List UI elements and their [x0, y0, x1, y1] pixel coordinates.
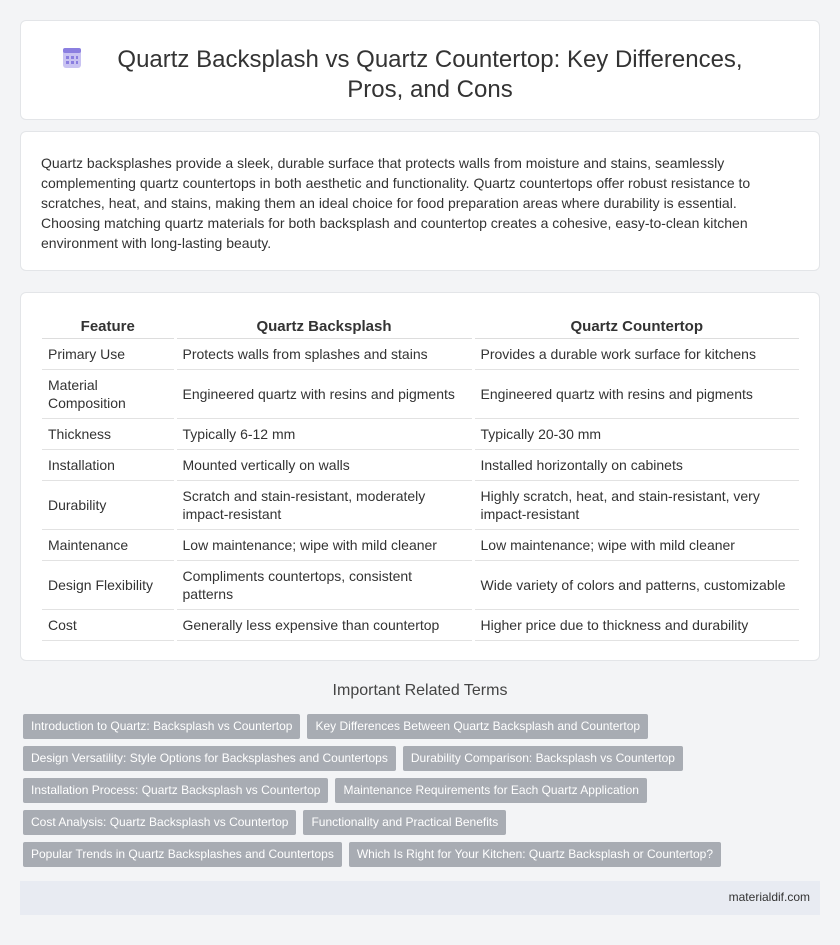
intro-card — [20, 131, 820, 271]
row-backsplash-value: Mounted vertically on walls — [175, 449, 473, 480]
row-backsplash-value: Typically 6-12 mm — [175, 418, 473, 449]
title-card — [20, 20, 820, 120]
comparison-card — [20, 292, 820, 661]
row-feature: Durability — [42, 480, 175, 529]
related-terms-list — [23, 714, 813, 874]
table-row — [42, 449, 799, 480]
row-countertop-value: Higher price due to thickness and durability — [473, 609, 799, 640]
row-countertop-value: Typically 20-30 mm — [473, 418, 799, 449]
header-feature: Feature — [42, 316, 175, 338]
row-countertop-value: Wide variety of colors and patterns, customizable — [473, 560, 799, 609]
row-feature: Material Composition — [42, 369, 175, 418]
footer-site-link[interactable]: materialdif.com — [728, 890, 810, 904]
table-row — [42, 480, 799, 529]
row-feature: Installation — [42, 449, 175, 480]
related-term-tag[interactable]: Key Differences Between Quartz Backsplash and Countertop — [307, 714, 648, 739]
row-countertop-value: Highly scratch, heat, and stain-resistant, very impact-resistant — [473, 480, 799, 529]
table-row — [42, 609, 799, 640]
related-term-tag[interactable]: Design Versatility: Style Options for Backsplashes and Countertops — [23, 746, 396, 771]
table-row — [42, 418, 799, 449]
intro-paragraph: Quartz backsplashes provide a sleek, durable surface that protects walls from moisture and stains, seamlessly complementing quartz countertops in both aesthetic and functionality. Quartz countertops offer robust resistance to scratches, heat, and stains, making them an ideal choice for food preparation areas where durability is essential. Choosing matching quartz materials for both backsplash and countertop creates a cohesive, easy-to-clean kitchen environment with long-lasting beauty. — [41, 155, 751, 251]
table-header-row — [42, 316, 799, 338]
related-term-tag[interactable]: Maintenance Requirements for Each Quartz Application — [335, 778, 647, 803]
comparison-table — [42, 316, 799, 641]
table-row — [42, 560, 799, 609]
table-row — [42, 529, 799, 560]
footer — [20, 881, 820, 915]
table-row — [42, 369, 799, 418]
related-terms-title: Important Related Terms — [332, 682, 508, 699]
table-row — [42, 338, 799, 369]
row-backsplash-value: Protects walls from splashes and stains — [175, 338, 473, 369]
related-term-tag[interactable]: Functionality and Practical Benefits — [303, 810, 506, 835]
header-quartz-backsplash: Quartz Backsplash — [175, 316, 473, 338]
row-countertop-value: Low maintenance; wipe with mild cleaner — [473, 529, 799, 560]
related-term-tag[interactable]: Which Is Right for Your Kitchen: Quartz Backsplash or Countertop? — [349, 842, 721, 867]
row-countertop-value: Provides a durable work surface for kitchens — [473, 338, 799, 369]
page-title: Quartz Backsplash vs Quartz Countertop: Key Differences, Pros, and Cons — [117, 46, 743, 103]
row-backsplash-value: Low maintenance; wipe with mild cleaner — [175, 529, 473, 560]
row-countertop-value: Engineered quartz with resins and pigments — [473, 369, 799, 418]
row-backsplash-value: Compliments countertops, consistent patterns — [175, 560, 473, 609]
related-term-tag[interactable]: Introduction to Quartz: Backsplash vs Countertop — [23, 714, 300, 739]
row-backsplash-value: Generally less expensive than countertop — [175, 609, 473, 640]
row-feature: Design Flexibility — [42, 560, 175, 609]
row-feature: Primary Use — [42, 338, 175, 369]
header-quartz-countertop: Quartz Countertop — [473, 316, 799, 338]
row-feature: Maintenance — [42, 529, 175, 560]
row-feature: Thickness — [42, 418, 175, 449]
related-term-tag[interactable]: Popular Trends in Quartz Backsplashes and Countertops — [23, 842, 342, 867]
row-feature: Cost — [42, 609, 175, 640]
row-backsplash-value: Scratch and stain-resistant, moderately impact-resistant — [175, 480, 473, 529]
related-term-tag[interactable]: Installation Process: Quartz Backsplash vs Countertop — [23, 778, 328, 803]
row-countertop-value: Installed horizontally on cabinets — [473, 449, 799, 480]
row-backsplash-value: Engineered quartz with resins and pigments — [175, 369, 473, 418]
related-term-tag[interactable]: Durability Comparison: Backsplash vs Countertop — [403, 746, 683, 771]
related-term-tag[interactable]: Cost Analysis: Quartz Backsplash vs Countertop — [23, 810, 296, 835]
